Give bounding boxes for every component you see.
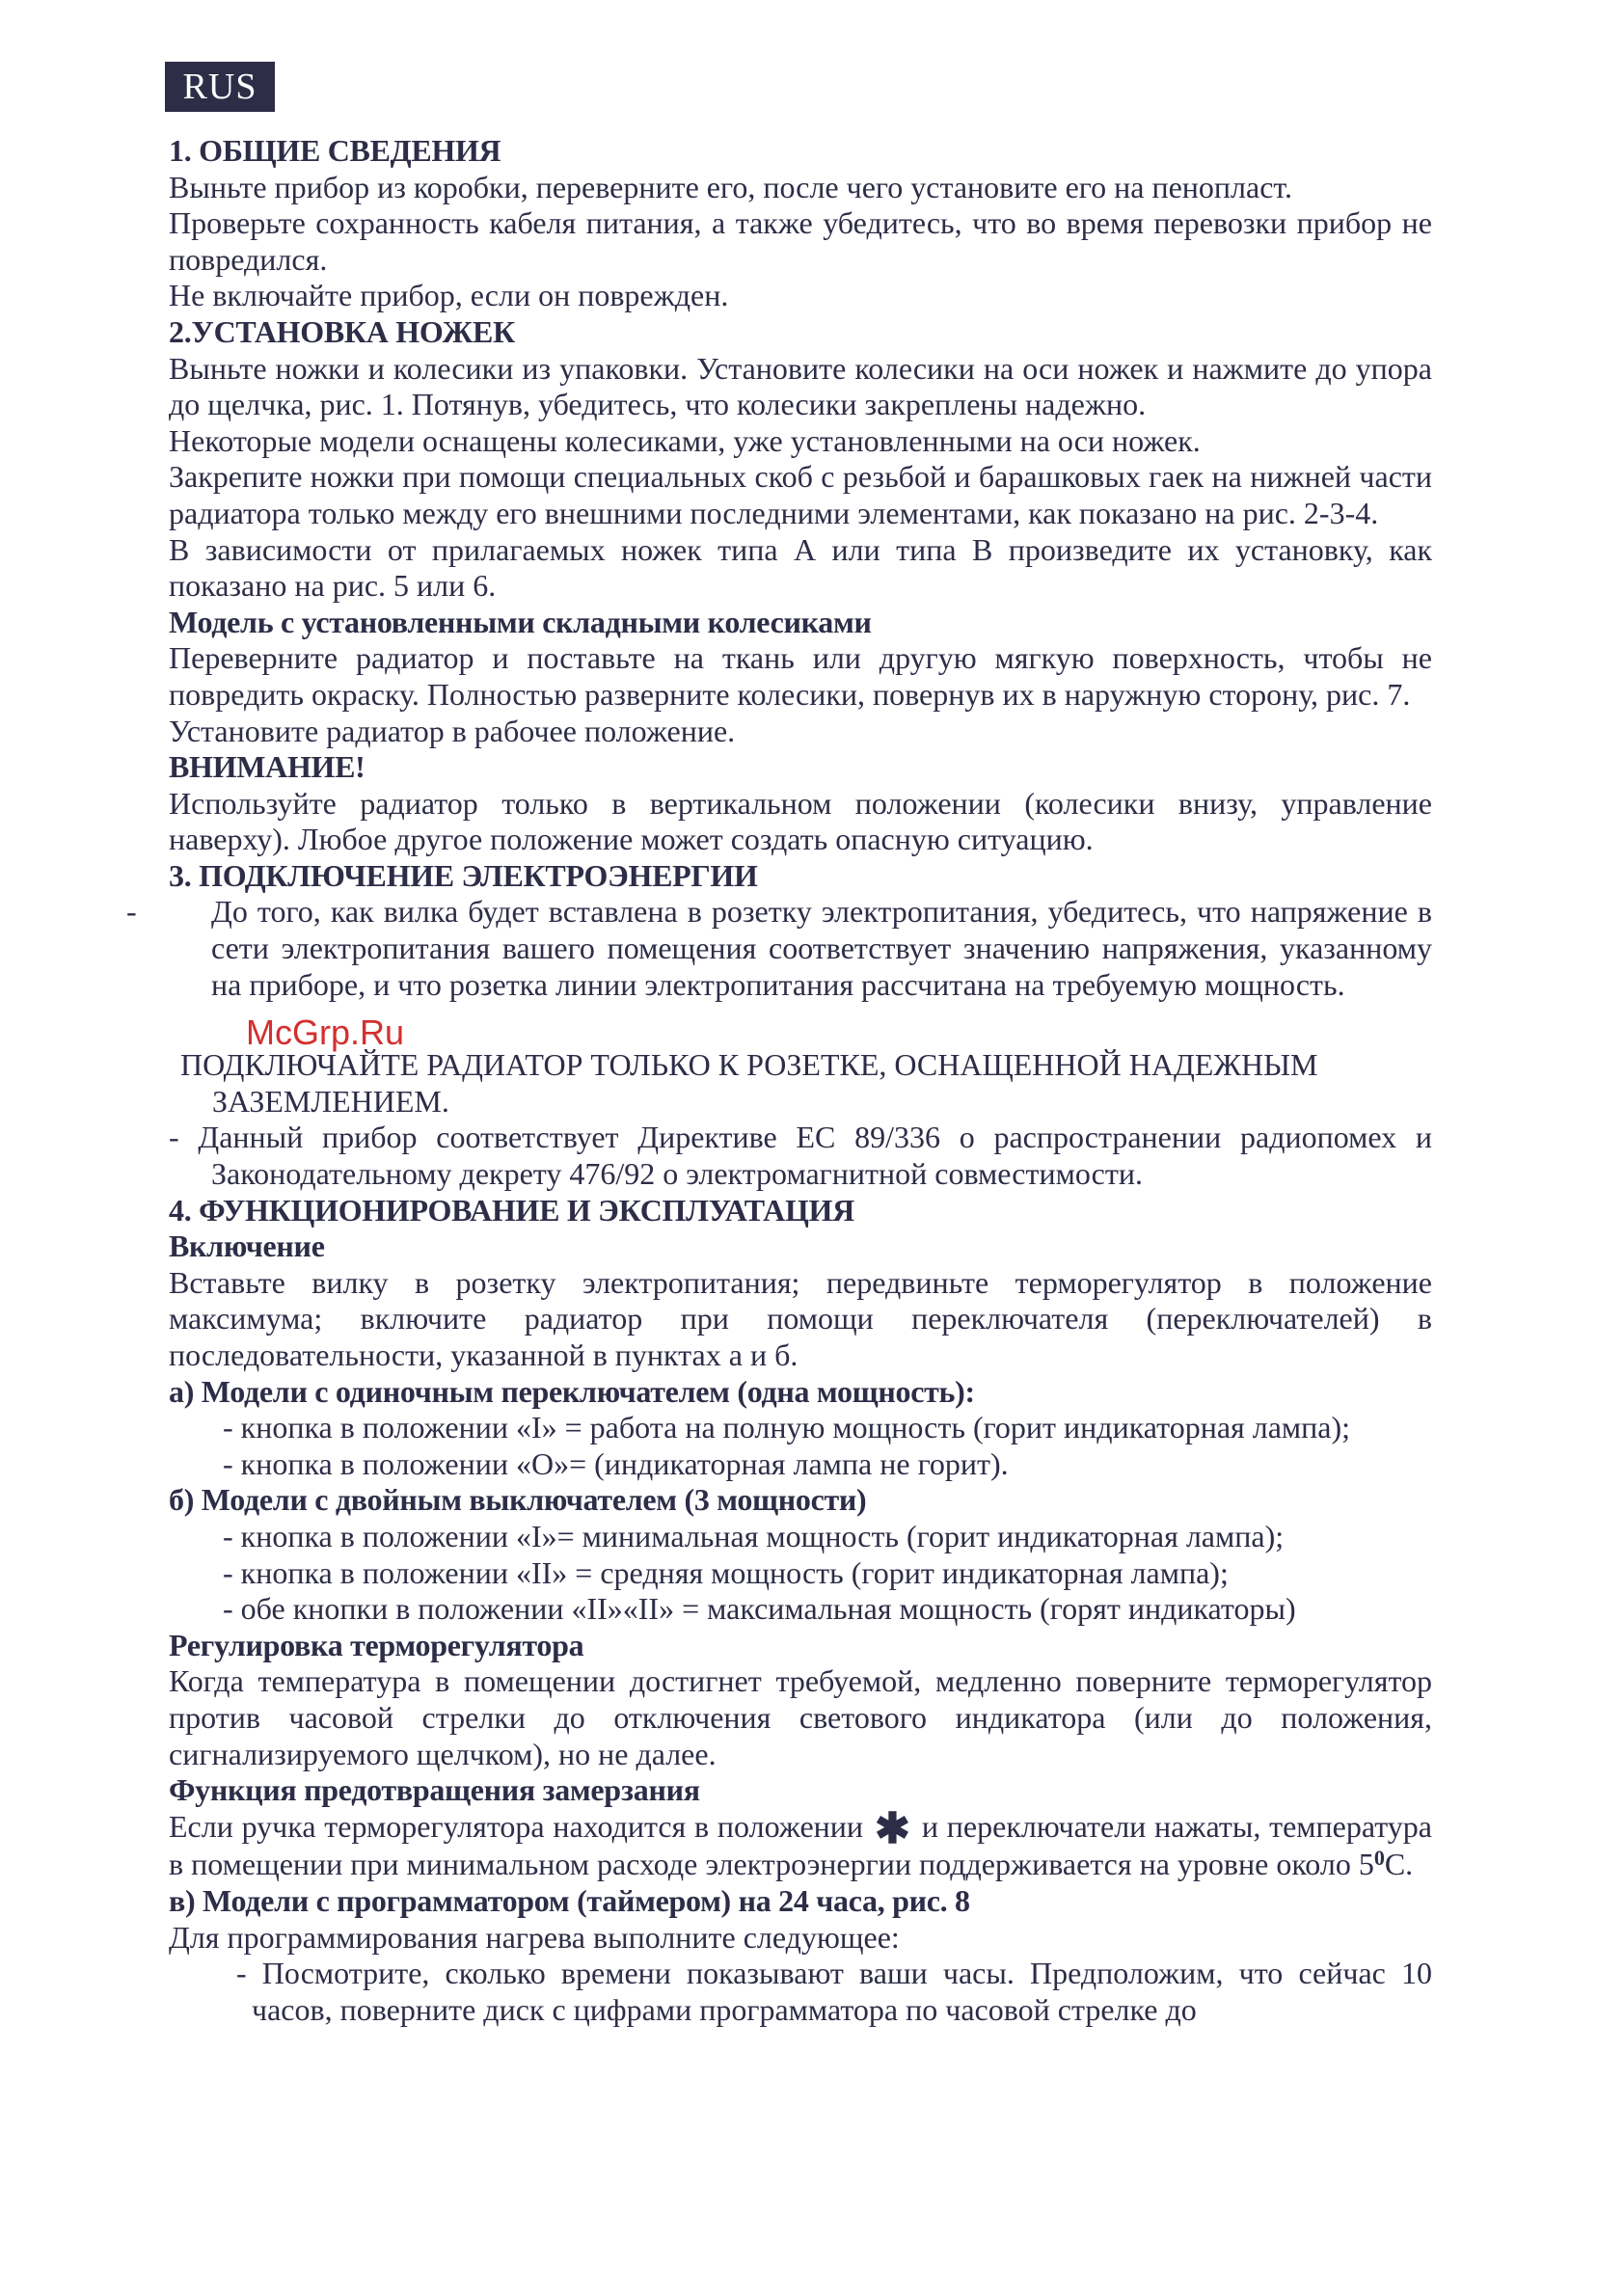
antifreeze-text-part-2: и переключатели нажаты, температура в помещении при минимальном расходе электроэнергии поддерживается на уровне около 5 <box>169 1808 1433 1882</box>
s3-bullet-1-text: До того, как вилка будет вставлена в розетку электропитания, убедитесь, что напряжение в сети электропитания вашего помещения соответствует значению напряжения, указанному на приборе, и что розетка линии электропитания рассчитана на требуемую мощность. <box>211 894 1432 1002</box>
section-3-title: 3. ПОДКЛЮЧЕНИЕ ЭЛЕКТРОЭНЕРГИИ <box>169 857 758 893</box>
warning-heading: ВНИМАНИЕ! <box>169 749 365 785</box>
s2-paragraph-3: Закрепите ножки при помощи специальных скоб с резьбой и барашковых гаек на нижней части радиатора только между его внешними последними элементами, как показано на рис. 2-3-4. <box>169 459 1432 530</box>
s1-paragraph-3: Не включайте прибор, если он поврежден. <box>169 278 729 313</box>
grounding-warning-line-1: ПОДКЛЮЧАЙТЕ РАДИАТОР ТОЛЬКО К РОЗЕТКЕ, ОСНАЩЕННОЙ НАДЕЖНЫМ <box>180 1047 1318 1083</box>
models-c-heading: в) Модели с программатором (таймером) на 24 часа, рис. 8 <box>169 1882 970 1918</box>
document-body <box>126 133 1433 2028</box>
models-a-item-1: - кнопка в положении «I» = работа на полную мощность (горит индикаторная лампа); <box>223 1410 1351 1445</box>
s2-paragraph-1: Выньте ножки и колесики из упаковки. Установите колесики на оси ножек и нажмите до упора до щелчка, рис. 1. Потянув, убедитесь, что колесики закреплены надежно. <box>169 350 1432 422</box>
models-b-item-1: - кнопка в положении «I»= минимальная мощность (горит индикаторная лампа); <box>223 1518 1285 1553</box>
s2-paragraph-2: Некоторые модели оснащены колесиками, уже установленными на оси ножек. <box>169 422 1201 458</box>
language-badge: RUS <box>165 62 275 112</box>
s3-bullet-2: - Данный прибор соответствует Директиве ЕС 89/336 о распространении радиопомех и Законодательному декрету 476/92 о электромагнитной совместимости. <box>169 1120 1432 1192</box>
thermostat-heading: Регулировка терморегулятора <box>169 1627 584 1662</box>
s3-bullet-1 <box>126 894 1432 1003</box>
thermostat-text: Когда температура в помещении достигнет требуемой, медленно поверните терморегулятор против часовой стрелки до отключения светового индикатора (или до положения, сигнализируемого щелчком), но не далее. <box>169 1663 1432 1771</box>
s2-paragraph-7: Используйте радиатор только в вертикальном положении (колесики внизу, управление наверху). Любое другое положение может создать опасную ситуацию. <box>169 785 1432 857</box>
degree-mark: 0 <box>1373 1846 1385 1871</box>
switch-on-text: Вставьте вилку в розетку электропитания; передвиньте терморегулятор в положение максимума; включите радиатор при помощи переключателя (переключателей) в последовательности, указанной в пунктах а и б. <box>169 1264 1432 1372</box>
models-b-item-3: - обе кнопки в положении «II»«II» = максимальная мощность (горят индикаторы) <box>223 1591 1296 1627</box>
models-b-heading: б) Модели с двойным выключателем (3 мощности) <box>169 1482 867 1518</box>
antifreeze-text-part-1: Если ручка терморегулятора находится в положении <box>169 1808 864 1844</box>
grounding-warning-line-2: ЗАЗЕМЛЕНИЕМ. <box>212 1083 449 1119</box>
models-c-text: Для программирования нагрева выполните следующее: <box>169 1919 900 1955</box>
watermark: McGrp.Ru <box>246 1012 405 1053</box>
switch-on-heading: Включение <box>169 1228 325 1264</box>
antifreeze-text-part-3: С. <box>1384 1847 1414 1882</box>
section-1-title: 1. ОБЩИЕ СВЕДЕНИЯ <box>169 133 501 168</box>
antifreeze-text <box>169 1804 1433 1883</box>
s1-paragraph-1: Выньте прибор из коробки, переверните его, после чего установите его на пенопласт. <box>169 169 1292 204</box>
section-2-title: 2.УСТАНОВКА НОЖЕК <box>169 313 515 349</box>
s2-paragraph-5: Переверните радиатор и поставьте на ткань или другую мягкую поверхность, чтобы не повредить окраску. Полностью разверните колесики, повернув их в наружную сторону, рис. 7. <box>169 640 1432 712</box>
s1-paragraph-2: Проверьте сохранность кабеля питания, а также убедитесь, что во время перевозки прибор не повредился. <box>169 205 1432 277</box>
s2-subheading: Модель с установленными складными колесиками <box>169 604 872 639</box>
models-a-item-2: - кнопка в положении «O»= (индикаторная лампа не горит). <box>223 1445 1009 1481</box>
bullet-dash: - <box>126 894 137 930</box>
s2-paragraph-6: Установите радиатор в рабочее положение. <box>169 713 736 748</box>
section-4-title: 4. ФУНКЦИОНИРОВАНИЕ И ЭКСПЛУАТАЦИЯ <box>169 1192 854 1228</box>
antifreeze-heading: Функция предотвращения замерзания <box>169 1772 700 1808</box>
models-c-item-1: - Посмотрите, сколько времени показывают ваши часы. Предположим, что сейчас 10 часов, поверните диск с цифрами программатора по часовой стрелке до <box>236 1956 1432 2027</box>
models-b-item-2: - кнопка в положении «II» = средняя мощность (горит индикаторная лампа); <box>223 1554 1229 1590</box>
snowflake-icon: ✱ <box>875 1804 910 1852</box>
models-a-heading: а) Модели с одиночным переключателем (одна мощность): <box>169 1373 975 1409</box>
s2-paragraph-4: В зависимости от прилагаемых ножек типа А или типа В произведите их установку, как показано на рис. 5 или 6. <box>169 531 1432 604</box>
